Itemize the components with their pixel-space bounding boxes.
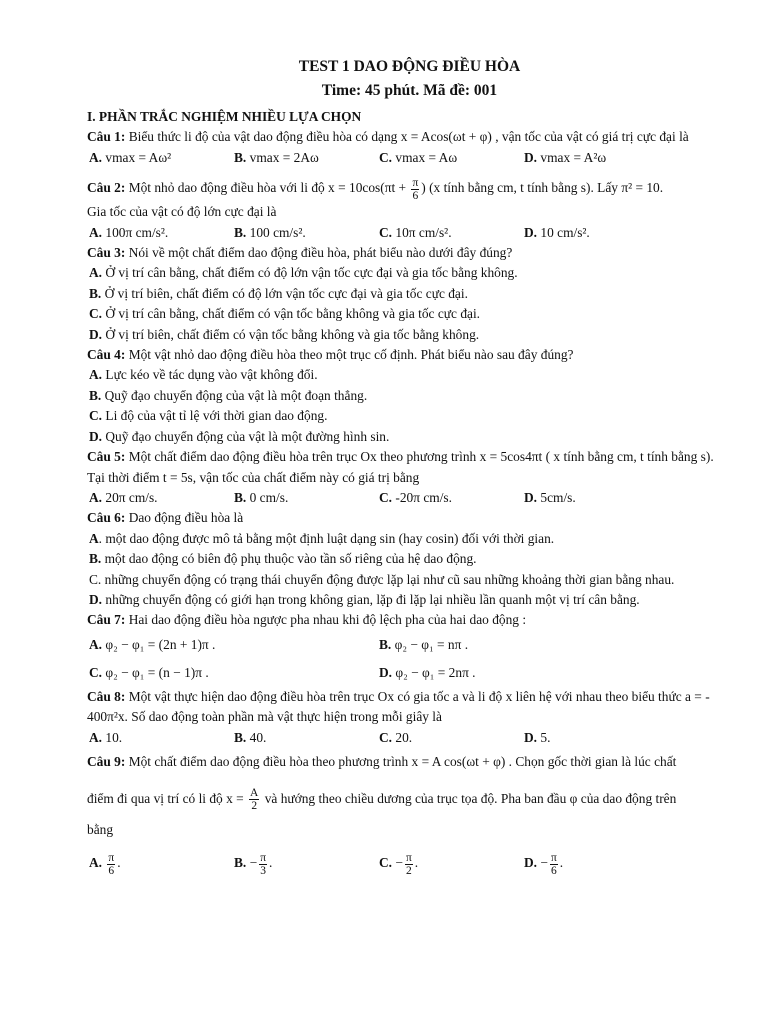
question-label: Câu 6: bbox=[87, 510, 126, 526]
exam-subtitle: Time: 45 phút. Mã đề: 001 bbox=[321, 82, 498, 99]
option-b bbox=[234, 848, 379, 878]
option-letter: C. bbox=[89, 408, 103, 424]
fraction-numerator: A bbox=[250, 787, 259, 800]
option-tail: . bbox=[269, 855, 273, 871]
option-c bbox=[89, 406, 732, 426]
options-row bbox=[87, 659, 732, 687]
question-text: điểm đi qua vị trí có li độ x = bbox=[87, 790, 244, 806]
options-row bbox=[87, 488, 732, 508]
option-a bbox=[89, 728, 234, 748]
option-tail: . bbox=[559, 855, 564, 871]
question-text: ) (x tính bằng cm, t tính bằng s). Lấy π² = 10. bbox=[421, 180, 664, 196]
option-d bbox=[524, 223, 669, 243]
fraction-numerator: π bbox=[405, 851, 412, 864]
option-b bbox=[379, 631, 669, 659]
option-text: 10π cm/s². bbox=[395, 224, 452, 240]
option-c bbox=[379, 488, 524, 508]
option-letter: B. bbox=[379, 636, 392, 652]
option-text: φ₂ − φ₁ = 2nπ . bbox=[395, 664, 476, 680]
options-row bbox=[87, 848, 732, 878]
option-text: . một dao động được mô tả bằng một định luật dạng sin (hay cosin) đối với thời gian. bbox=[98, 530, 555, 546]
option-letter: C. bbox=[379, 149, 393, 165]
option-text: 100π cm/s². bbox=[105, 224, 169, 240]
option-text: 5. bbox=[540, 729, 551, 745]
option-d bbox=[89, 427, 732, 447]
options-row bbox=[87, 631, 732, 659]
option-b bbox=[234, 728, 379, 748]
option-letter: A. bbox=[89, 149, 103, 165]
option-letter: C. bbox=[379, 489, 393, 505]
question-text: Nói về một chất điểm dao động điều hòa, phát biểu nào dưới đây đúng? bbox=[128, 245, 513, 261]
option-sign: − bbox=[395, 855, 403, 871]
question-8 bbox=[87, 687, 732, 728]
option-letter: D. bbox=[524, 489, 538, 505]
question-text: Dao động điều hòa là bbox=[128, 510, 244, 526]
option-tail: . bbox=[414, 855, 419, 871]
option-tail: . bbox=[117, 855, 121, 871]
option-letter: D. bbox=[524, 729, 538, 745]
fraction bbox=[259, 852, 267, 877]
question-label: Câu 9: bbox=[87, 753, 126, 769]
fraction-denominator: 3 bbox=[260, 864, 266, 877]
option-text: Quỹ đạo chuyển động của vật là một đường hình sin. bbox=[105, 428, 390, 444]
option-text: vmax = A²ω bbox=[540, 149, 607, 165]
options-row bbox=[87, 148, 732, 168]
option-letter: B. bbox=[234, 729, 247, 745]
option-letter: B. bbox=[234, 855, 247, 871]
exam-title: TEST 1 DAO ĐỘNG ĐIỀU HÒA bbox=[298, 58, 521, 75]
option-d bbox=[89, 590, 732, 610]
option-letter: D. bbox=[89, 326, 103, 342]
option-d bbox=[524, 728, 669, 748]
question-label: Câu 3: bbox=[87, 245, 126, 261]
question-9-line-2 bbox=[87, 784, 732, 814]
question-label: Câu 7: bbox=[87, 612, 126, 628]
option-sign: − bbox=[540, 855, 548, 871]
option-text: Ở vị trí biên, chất điểm có vận tốc bằng không và gia tốc bằng không. bbox=[105, 326, 480, 342]
option-text: Ở vị trí biên, chất điểm có độ lớn vận tốc cực đại và gia tốc cực đại. bbox=[104, 285, 468, 301]
fraction-numerator: π bbox=[108, 851, 115, 864]
option-letter: A. bbox=[89, 855, 103, 871]
option-c bbox=[379, 223, 524, 243]
option-b bbox=[89, 386, 732, 406]
option-b bbox=[89, 549, 732, 569]
fraction-denominator: 2 bbox=[405, 864, 412, 877]
option-a bbox=[89, 631, 379, 659]
option-b bbox=[234, 148, 379, 168]
fraction-denominator: 6 bbox=[412, 189, 419, 202]
option-letter: D. bbox=[89, 428, 103, 444]
question-3 bbox=[87, 243, 732, 263]
section-title: I. PHẦN TRẮC NGHIỆM NHIỀU LỰA CHỌN bbox=[87, 109, 362, 124]
option-text: những chuyển động có trạng thái chuyển động được lặp lại như cũ sau những khoảng thời gian bằng nhau. bbox=[104, 571, 675, 587]
option-letter: A. bbox=[89, 224, 103, 240]
question-9 bbox=[87, 748, 732, 776]
option-a bbox=[89, 365, 732, 385]
option-letter: C. bbox=[89, 306, 103, 322]
option-c bbox=[89, 304, 732, 324]
question-text: và hướng theo chiều dương của trục tọa độ. Pha ban đầu φ của dao động trên bbox=[261, 790, 677, 806]
question-6 bbox=[87, 508, 732, 528]
option-a bbox=[89, 488, 234, 508]
option-text: 10 cm/s². bbox=[540, 224, 590, 240]
question-7 bbox=[87, 610, 732, 630]
option-a bbox=[89, 263, 732, 283]
option-text: vmax = Aω bbox=[395, 149, 458, 165]
option-c bbox=[87, 570, 732, 590]
option-text: Ở vị trí cân bằng, chất điểm có vận tốc bằng không và gia tốc cực đại. bbox=[105, 306, 481, 322]
option-letter: A. bbox=[89, 367, 103, 383]
fraction bbox=[411, 177, 419, 202]
fraction-denominator: 6 bbox=[108, 864, 115, 877]
option-a bbox=[89, 223, 234, 243]
question-label: Câu 5: bbox=[87, 449, 126, 465]
fraction bbox=[249, 787, 259, 812]
question-text: Một chất điểm dao động điều hòa trên trục Ox theo phương trình x = 5cos4πt ( x tính bằng cm, t tính bằng s). Tại thời điểm t = 5s, vận tốc của chất điểm này có giá trị bằng bbox=[87, 449, 714, 485]
option-b bbox=[89, 284, 732, 304]
option-letter: B. bbox=[234, 489, 247, 505]
option-letter: C. bbox=[379, 729, 393, 745]
option-b bbox=[234, 488, 379, 508]
option-sign: − bbox=[249, 855, 258, 871]
question-5 bbox=[87, 447, 732, 488]
fraction-denominator: 6 bbox=[550, 864, 557, 877]
option-letter: D. bbox=[379, 664, 393, 680]
option-letter: A bbox=[89, 530, 99, 546]
option-text: Li độ của vật tỉ lệ với thời gian dao động. bbox=[105, 408, 328, 424]
option-letter: D. bbox=[524, 855, 538, 871]
option-b bbox=[234, 223, 379, 243]
question-text: Một vật thực hiện dao động điều hòa trên trục Ox có gia tốc a và li độ x liên hệ với nhau theo biểu thức a = - 400π²x. Số dao động toàn phần mà vật thực hiện trong mỗi giây là bbox=[87, 688, 710, 725]
option-letter: B. bbox=[89, 387, 102, 403]
option-c bbox=[379, 148, 524, 168]
option-text: φ₂ − φ₁ = nπ . bbox=[394, 636, 469, 652]
option-letter: C. bbox=[379, 224, 393, 240]
option-letter: A. bbox=[89, 636, 103, 652]
option-letter: B. bbox=[89, 551, 102, 567]
option-d bbox=[524, 148, 669, 168]
options-list bbox=[87, 365, 732, 447]
option-text: 20π cm/s. bbox=[105, 489, 158, 505]
option-letter: A. bbox=[89, 729, 103, 745]
option-letter: A. bbox=[89, 489, 103, 505]
option-text: Lực kéo về tác dụng vào vật không đổi. bbox=[105, 367, 318, 383]
option-letter: C. bbox=[89, 664, 103, 680]
option-letter: C. bbox=[89, 571, 102, 587]
option-text: những chuyển động có giới hạn trong không gian, lặp đi lặp lại nhiều lần quanh một vị trí cân bằng. bbox=[105, 591, 640, 607]
option-letter: D. bbox=[89, 591, 103, 607]
question-text: Biểu thức li độ của vật dao động điều hòa có dạng x = Acos(ωt + φ) , vận tốc của vật có giá trị cực đại là bbox=[128, 129, 689, 145]
options-row bbox=[87, 728, 732, 748]
option-letter: B. bbox=[89, 285, 102, 301]
option-text: φ₂ − φ₁ = (n − 1)π . bbox=[105, 664, 209, 680]
option-letter: A. bbox=[89, 265, 103, 281]
options-list bbox=[87, 263, 732, 345]
fraction bbox=[550, 852, 558, 877]
option-d bbox=[524, 488, 669, 508]
question-label: Câu 8: bbox=[87, 688, 126, 704]
question-label: Câu 1: bbox=[87, 129, 126, 145]
question-text: Một vật nhỏ dao động điều hòa theo một trục cố định. Phát biểu nào sau đây đúng? bbox=[128, 347, 574, 363]
fraction bbox=[107, 852, 115, 877]
options-row bbox=[87, 223, 732, 243]
option-d bbox=[89, 325, 732, 345]
option-text: 20. bbox=[395, 729, 413, 745]
option-a bbox=[89, 529, 732, 549]
option-letter: D. bbox=[524, 224, 538, 240]
question-2-continued: Gia tốc của vật có độ lớn cực đại là bbox=[87, 204, 277, 220]
option-a bbox=[89, 848, 234, 878]
option-text: 10. bbox=[105, 729, 123, 745]
option-text: 5cm/s. bbox=[540, 489, 576, 505]
option-letter: C. bbox=[379, 855, 393, 871]
option-a bbox=[89, 148, 234, 168]
question-9-line-3: bằng bbox=[87, 821, 114, 837]
option-c bbox=[379, 848, 524, 878]
option-text: 40. bbox=[249, 729, 267, 745]
fraction-denominator: 2 bbox=[251, 800, 258, 813]
question-2 bbox=[87, 174, 732, 202]
option-text: φ₂ − φ₁ = (2n + 1)π . bbox=[105, 636, 216, 652]
question-text: Một chất điểm dao động điều hòa theo phương trình x = A cos(ωt + φ) . Chọn gốc thời gian là lúc chất bbox=[128, 753, 677, 769]
question-label: Câu 2: bbox=[87, 180, 126, 196]
question-4 bbox=[87, 345, 732, 365]
option-d bbox=[379, 659, 669, 687]
option-letter: D. bbox=[524, 149, 538, 165]
question-text: Một nhỏ dao động điều hòa với li độ x = 10cos(πt + bbox=[128, 180, 407, 196]
option-c bbox=[379, 728, 524, 748]
options-list bbox=[87, 529, 732, 611]
option-text: một dao động có biên độ phụ thuộc vào tần số riêng của hệ dao động. bbox=[104, 551, 477, 567]
option-c bbox=[89, 659, 379, 687]
question-1 bbox=[87, 127, 732, 147]
fraction-numerator: π bbox=[412, 176, 419, 189]
fraction bbox=[405, 852, 413, 877]
option-letter: B. bbox=[234, 224, 247, 240]
option-d bbox=[524, 848, 669, 878]
option-text: Quỹ đạo chuyển động của vật là một đoạn thẳng. bbox=[104, 387, 368, 403]
option-text: 100 cm/s². bbox=[249, 224, 306, 240]
option-text: 0 cm/s. bbox=[249, 489, 289, 505]
option-letter: B. bbox=[234, 149, 247, 165]
fraction-numerator: π bbox=[260, 851, 267, 864]
question-label: Câu 4: bbox=[87, 347, 126, 363]
fraction-numerator: π bbox=[550, 851, 557, 864]
option-text: vmax = 2Aω bbox=[249, 149, 319, 165]
option-text: -20π cm/s. bbox=[395, 489, 452, 505]
option-text: vmax = Aω² bbox=[105, 149, 172, 165]
option-text: Ở vị trí cân bằng, chất điểm có độ lớn vận tốc cực đại và gia tốc bằng không. bbox=[105, 265, 518, 281]
question-text: Hai dao động điều hòa ngược pha nhau khi độ lệch pha của hai dao động : bbox=[128, 612, 527, 628]
